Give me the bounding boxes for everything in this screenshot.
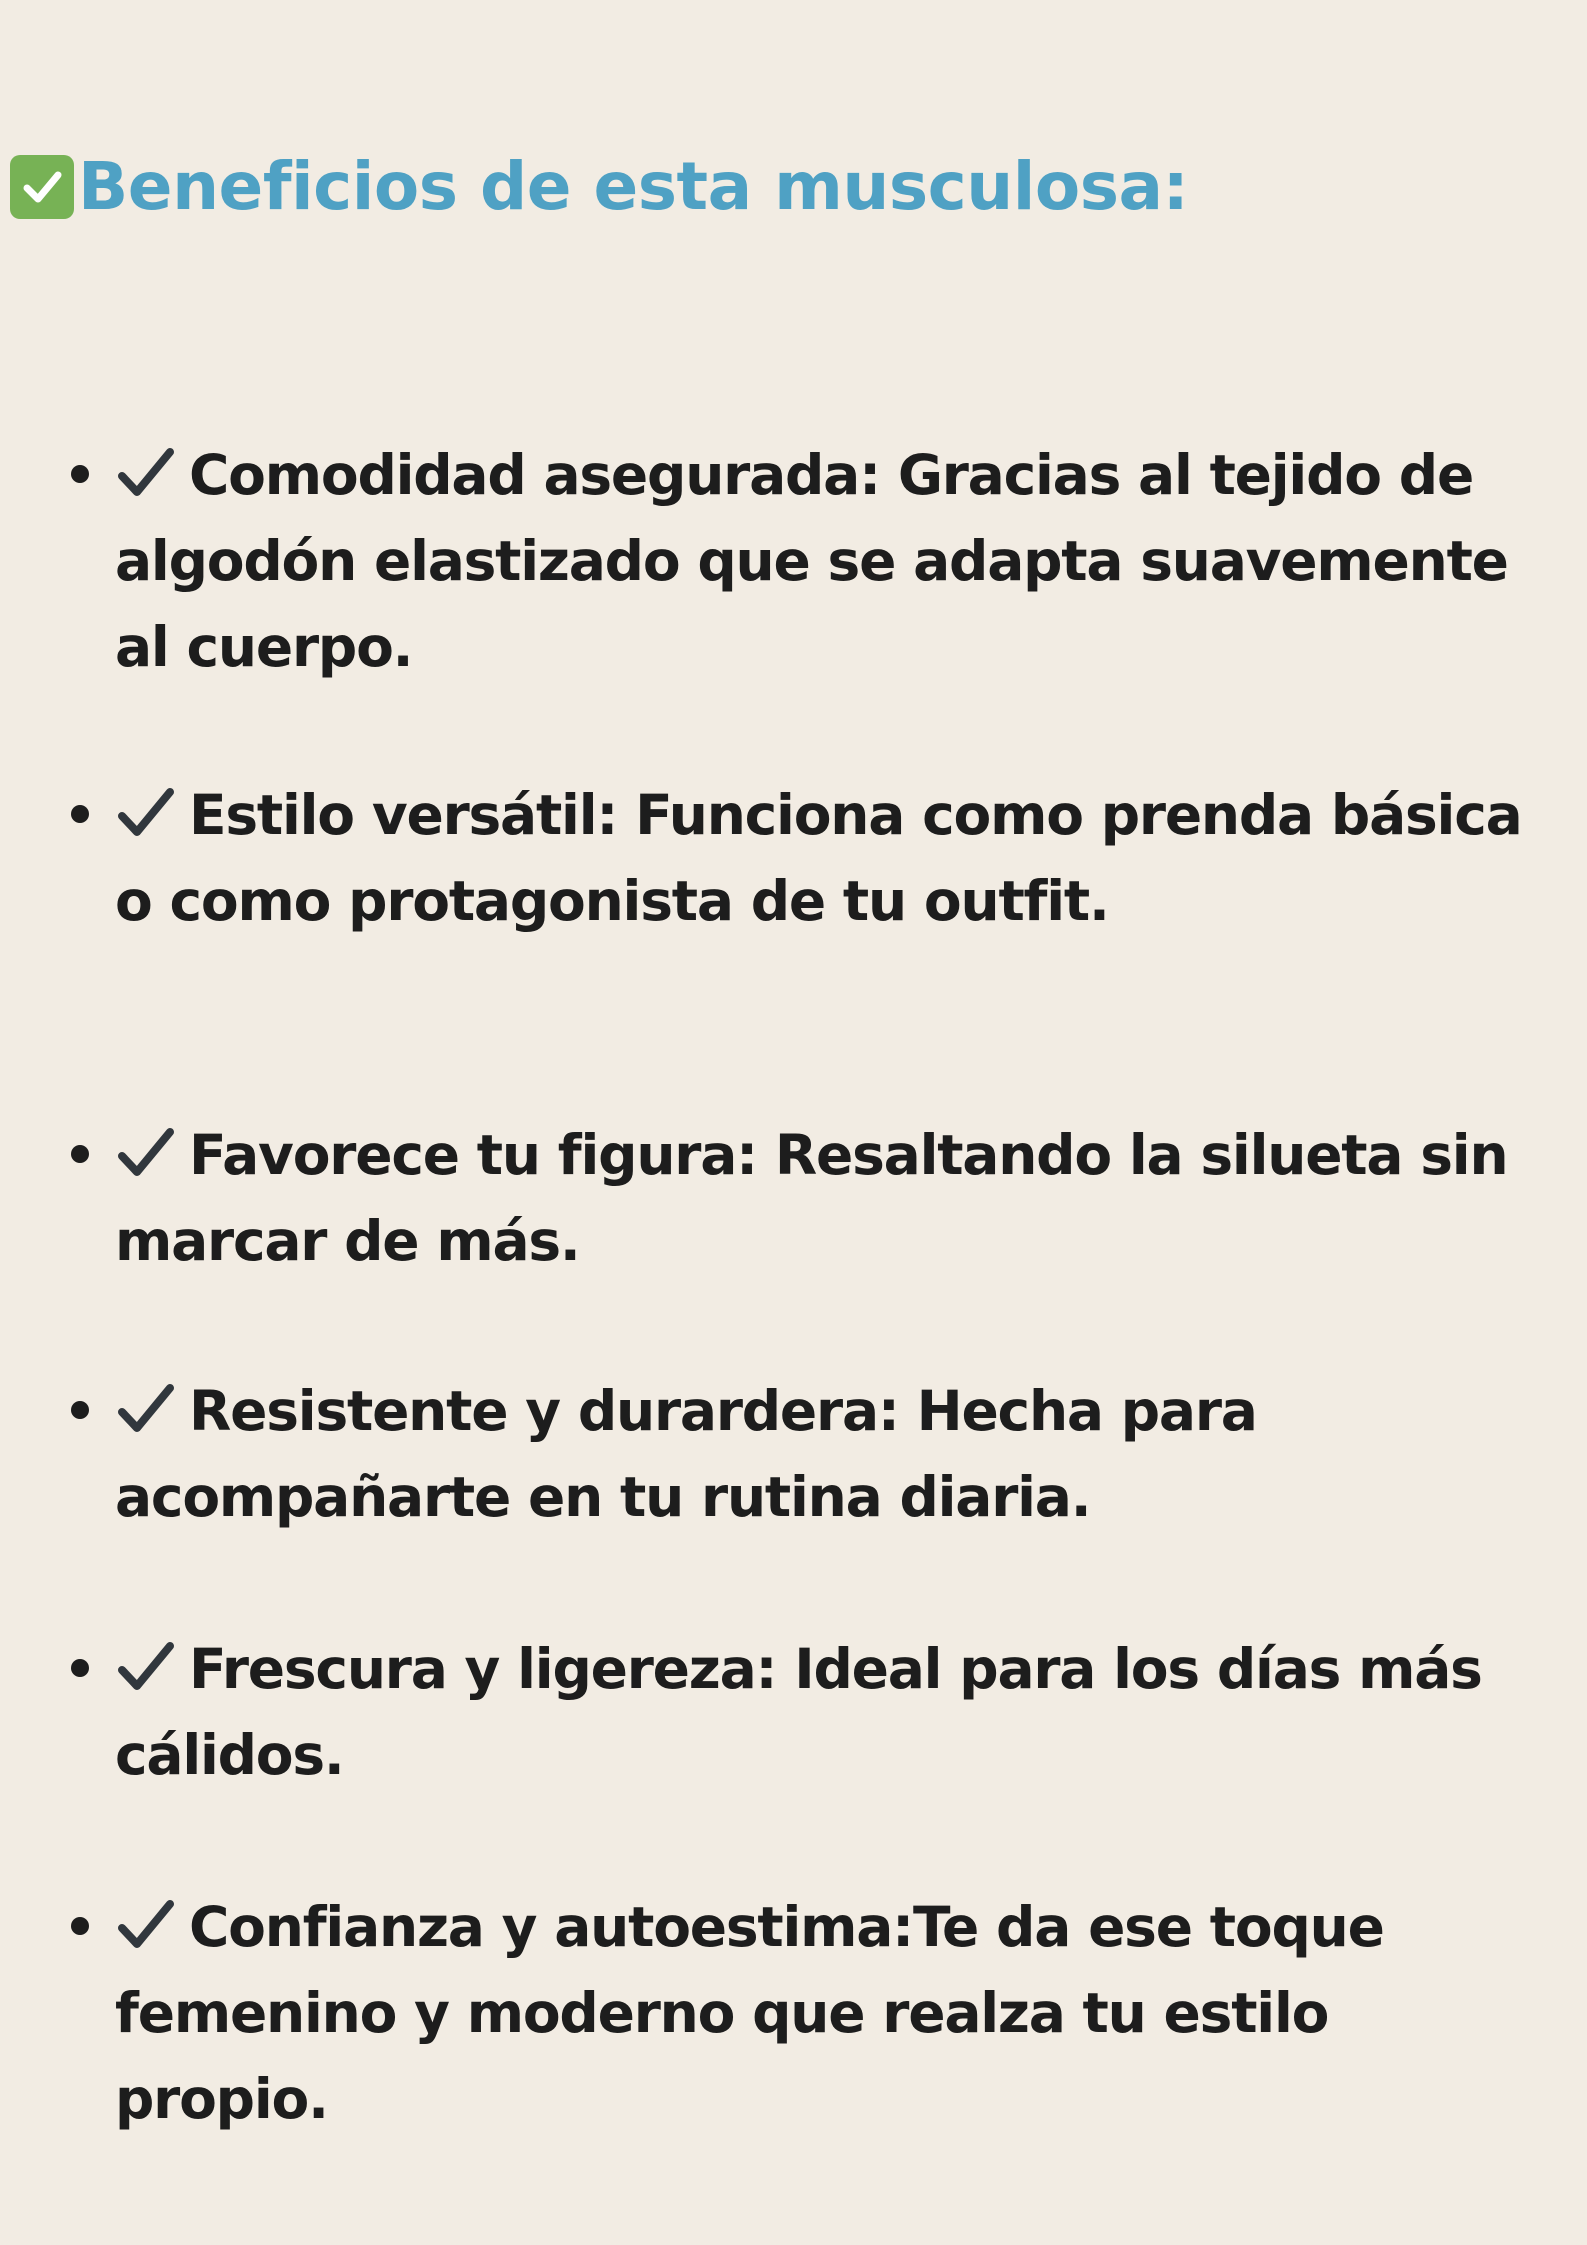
bullet [71,805,89,823]
benefit-item [115,1112,1555,1284]
bullet [71,1659,89,1677]
check-mark-icon [115,1122,177,1184]
bullet [71,1401,89,1419]
benefit-text: Resistente y durardera: Hecha para acompañarte en tu rutina diaria. [115,1379,1257,1529]
bullet [71,465,89,483]
bullet [71,1145,89,1163]
check-mark-icon [115,782,177,844]
benefit-text: Frescura y ligereza: Ideal para los días más cálidos. [115,1637,1482,1787]
benefit-item [115,1884,1555,2142]
benefit-text: Comodidad asegurada: Gracias al tejido de algodón elastizado que se adapta suavemente al cuerpo. [115,443,1508,679]
check-mark-icon [115,1378,177,1440]
benefit-item [115,1626,1555,1798]
check-mark-icon [115,1636,177,1698]
bullet [71,1917,89,1935]
title-text: Beneficios de esta musculosa: [78,148,1189,225]
benefit-item [115,432,1555,690]
benefit-text: Estilo versátil: Funciona como prenda básica o como protagonista de tu outfit. [115,783,1522,933]
benefit-text: Confianza y autoestima:Te da ese toque femenino y moderno que realza tu estilo propio. [115,1895,1384,2131]
check-mark-icon [115,442,177,504]
benefit-text: Favorece tu figura: Resaltando la silueta sin marcar de más. [115,1123,1508,1273]
check-mark-icon [115,1894,177,1956]
benefit-item [115,772,1555,944]
benefit-item [115,1368,1555,1540]
